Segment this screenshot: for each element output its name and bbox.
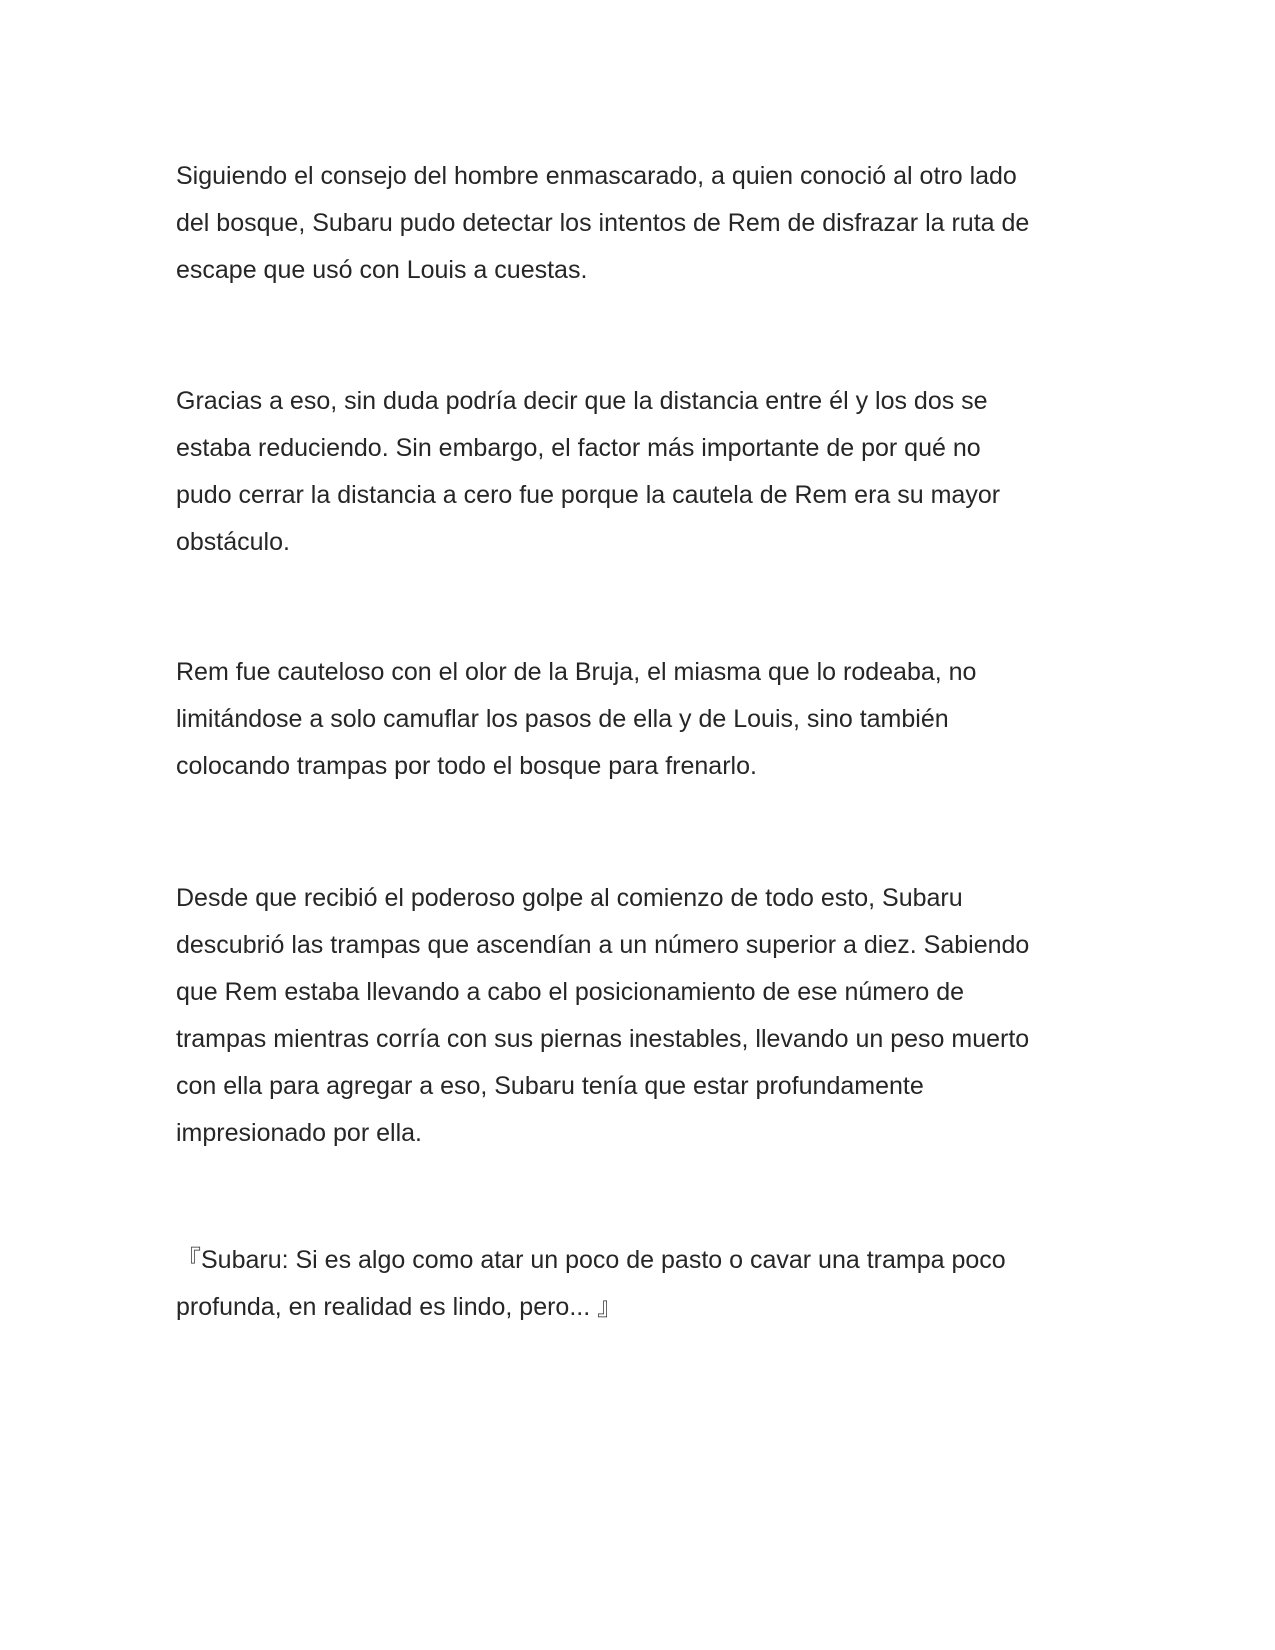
paragraph-4: Desde que recibió el poderoso golpe al comienzo de todo esto, Subaru descubrió las trampas que ascendían a un número superior a diez. Sabiendo que Rem estaba llevando a cabo el posicionamiento de ese número de trampas mientras corría con sus piernas inestables, llevando un peso muerto con ella para agregar a eso, Subaru tenía que estar profundamente impresionado por ella. [176, 884, 1030, 1147]
paragraph-1: Siguiendo el consejo del hombre enmascarado, a quien conoció al otro lado del bosque, Subaru pudo detectar los intentos de Rem de disfrazar la ruta de escape que usó con Louis a cuestas. [176, 162, 1030, 284]
paragraph-2: Gracias a eso, sin duda podría decir que la distancia entre él y los dos se estaba reduciendo. Sin embargo, el factor más importante de por qué no pudo cerrar la distancia a cero fue porque la cautela de Rem era su mayor obstáculo. [176, 387, 1001, 556]
paragraph-3: Rem fue cauteloso con el olor de la Bruja, el miasma que lo rodeaba, no limitándose a solo camuflar los pasos de ella y de Louis, sino también colocando trampas por todo el bosque para frenarlo. [176, 658, 977, 780]
dialogue-paragraph: 『Subaru: Si es algo como atar un poco de pasto o cavar una trampa poco profunda, en realidad es lindo, pero... 』 [176, 1246, 1006, 1321]
